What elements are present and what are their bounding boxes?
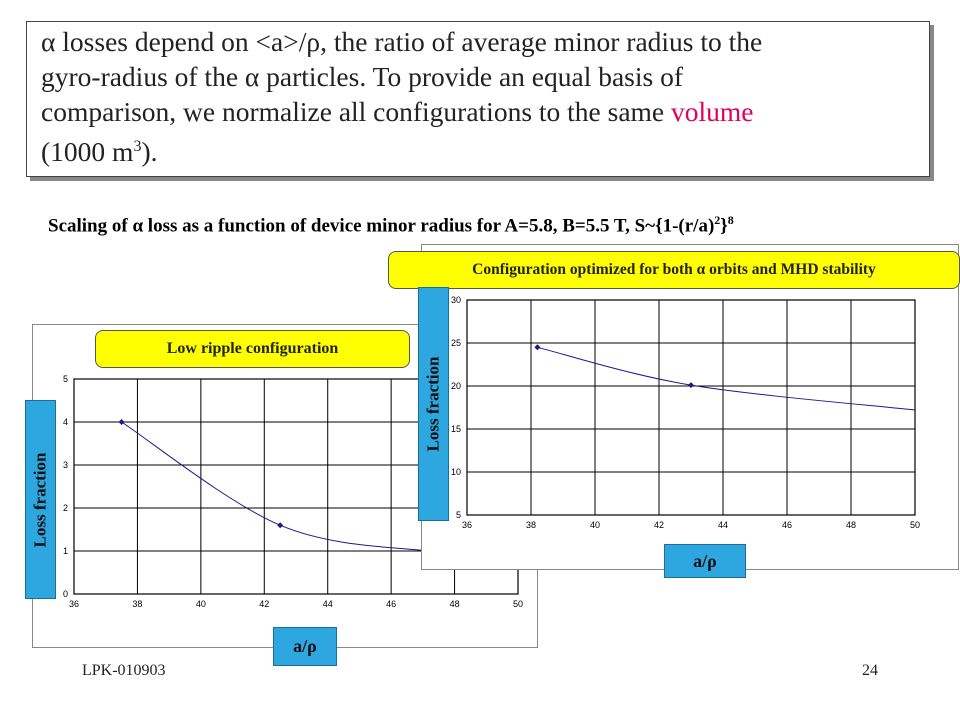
chart-right-y-tick-label: 20 bbox=[450, 381, 461, 391]
chart-left-y-axis-label-text: Loss fraction bbox=[30, 452, 50, 547]
chart-right-x-axis-label: a/ρ bbox=[664, 544, 746, 578]
chart-left-y-tick-label: 0 bbox=[62, 589, 68, 599]
caption-mid: } bbox=[720, 215, 728, 237]
chart-right-x-tick-label: 48 bbox=[845, 520, 857, 530]
intro-text bbox=[41, 24, 921, 169]
chart-right-x-tick-label: 36 bbox=[461, 520, 473, 530]
chart-left-x-axis-label: a/ρ bbox=[273, 627, 337, 666]
chart-left-data-point bbox=[119, 419, 125, 425]
chart-left-x-tick-label: 38 bbox=[132, 599, 143, 609]
chart-right-x-tick-label: 44 bbox=[717, 520, 729, 530]
footer-code: LPK-010903 bbox=[82, 662, 166, 679]
chart-left-y-tick-label: 3 bbox=[62, 460, 68, 470]
chart-right-x-tick-label: 38 bbox=[525, 520, 537, 530]
chart-right-plot-area bbox=[467, 300, 915, 515]
chart-right-x-tick-label: 42 bbox=[653, 520, 665, 530]
chart-left-x-tick-label: 48 bbox=[449, 599, 460, 609]
chart-right-x-tick-label: 46 bbox=[781, 520, 793, 530]
volume-value: (1000 m bbox=[41, 136, 134, 168]
chart-left-data-point bbox=[277, 522, 283, 528]
page-number: 24 bbox=[862, 662, 878, 679]
volume-close: ). bbox=[141, 136, 158, 168]
intro-line-2: gyro-radius of the α particles. To provide an equal basis of bbox=[41, 61, 684, 92]
chart-right-y-tick-label: 15 bbox=[450, 424, 461, 434]
volume-highlight: volume bbox=[671, 96, 754, 127]
chart-right-data-point bbox=[534, 344, 540, 350]
chart-right-y-tick-label: 30 bbox=[450, 295, 461, 305]
intro-line-3-text: comparison, we normalize all configurations to the same bbox=[41, 96, 672, 127]
chart-right-title: Configuration optimized for both α orbits and MHD stability bbox=[388, 251, 960, 289]
chart-right-series-line bbox=[537, 347, 915, 410]
caption-sup-1: 2 bbox=[714, 213, 721, 227]
chart-left-y-tick-label: 1 bbox=[62, 546, 68, 556]
chart-right-data-point bbox=[688, 382, 694, 388]
volume-exponent: 3 bbox=[133, 138, 142, 155]
intro-line-4 bbox=[41, 129, 921, 169]
chart-right-x-tick-label: 40 bbox=[589, 520, 601, 530]
caption-sup-2: 8 bbox=[727, 213, 734, 227]
chart-right-y-tick-label: 5 bbox=[455, 510, 461, 520]
intro-text-box bbox=[26, 21, 930, 177]
chart-right-y-axis-label-text: Loss fraction bbox=[423, 356, 443, 452]
chart-left-y-tick-label: 5 bbox=[62, 374, 68, 384]
chart-right-y-axis-label bbox=[418, 287, 449, 521]
chart-left-y-tick-label: 4 bbox=[62, 417, 68, 427]
figure-caption bbox=[48, 213, 734, 237]
chart-left-y-tick-label: 2 bbox=[62, 503, 68, 513]
chart-right-x-tick-label: 50 bbox=[909, 520, 921, 530]
intro-line-3 bbox=[41, 94, 921, 129]
chart-left-x-tick-label: 50 bbox=[512, 599, 524, 609]
chart-right bbox=[421, 244, 959, 570]
chart-left-y-axis-label bbox=[25, 400, 56, 599]
chart-left-x-tick-label: 36 bbox=[68, 599, 80, 609]
chart-left-x-tick-label: 46 bbox=[386, 599, 397, 609]
chart-left-title: Low ripple configuration bbox=[95, 330, 410, 368]
chart-right-y-tick-label: 10 bbox=[450, 467, 461, 477]
chart-right-y-tick-label: 25 bbox=[450, 338, 461, 348]
caption-text: Scaling of α loss as a function of device minor radius for A=5.8, B=5.5 T, S~{1-(r/a) bbox=[48, 215, 715, 237]
intro-line-1: α losses depend on <a>/ρ, the ratio of average minor radius to the bbox=[41, 26, 763, 57]
chart-left-x-tick-label: 42 bbox=[259, 599, 270, 609]
chart-left-x-tick-label: 40 bbox=[195, 599, 206, 609]
chart-left-x-tick-label: 44 bbox=[322, 599, 333, 609]
